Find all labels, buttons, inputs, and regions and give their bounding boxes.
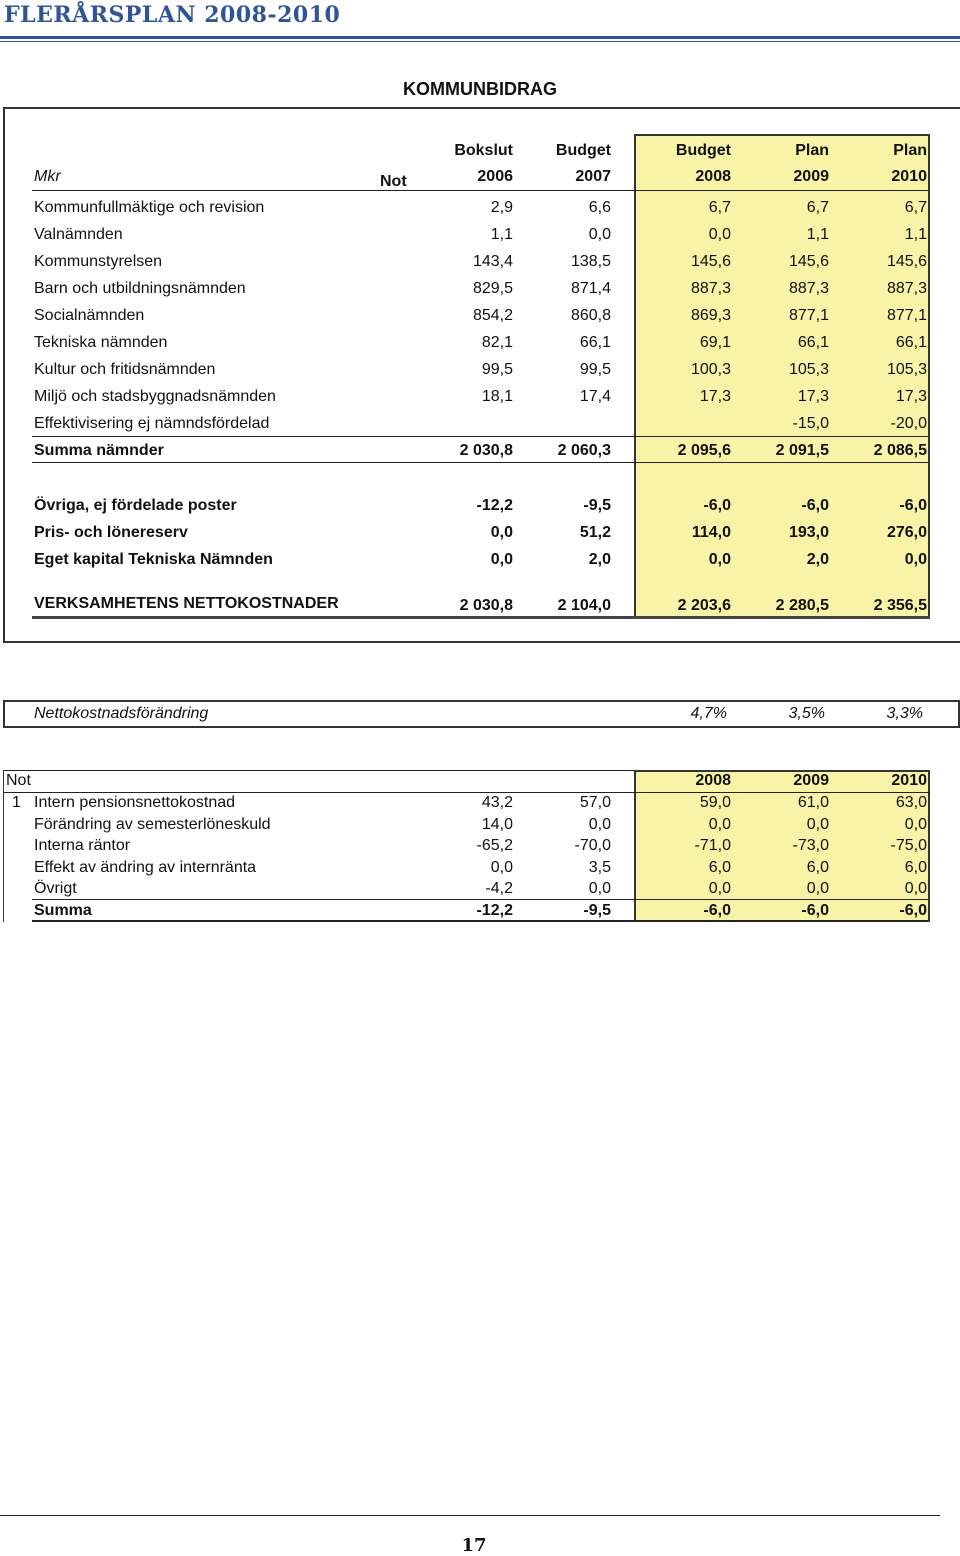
change-value: 4,7% xyxy=(690,705,727,722)
table-cell-value: 877,1 xyxy=(886,307,927,324)
table2-cell-value: 43,2 xyxy=(481,794,513,811)
table2-cell-value: 59,0 xyxy=(699,794,731,811)
table2-cell-value: 0,0 xyxy=(588,880,611,897)
column-header-year: 2006 xyxy=(477,168,513,185)
table-cell-value: 2,9 xyxy=(490,199,513,216)
table2-row-label: Summa xyxy=(34,902,92,919)
table-cell-value: 66,1 xyxy=(579,334,611,351)
table-cell-value: -6,0 xyxy=(801,497,829,514)
table-cell-value: -6,0 xyxy=(703,497,731,514)
table2-cell-value: 0,0 xyxy=(806,880,829,897)
table2-year-header: 2009 xyxy=(793,772,829,789)
column-header-year: 2008 xyxy=(695,168,731,185)
table2-cell-value: 0,0 xyxy=(708,880,731,897)
table2-cell-value: 3,5 xyxy=(588,859,611,876)
table-cell-value: 51,2 xyxy=(579,524,611,541)
table-cell-value: 17,3 xyxy=(699,388,731,405)
table-cell-value: 0,0 xyxy=(708,551,731,568)
table-cell-value: 66,1 xyxy=(895,334,927,351)
table-cell-value: 143,4 xyxy=(472,253,513,270)
table2-cell-value: -4,2 xyxy=(485,880,513,897)
table-cell-value: 877,1 xyxy=(788,307,829,324)
table2-cell-value: 61,0 xyxy=(797,794,829,811)
table-cell-value: 17,4 xyxy=(579,388,611,405)
table-cell-value: 1,1 xyxy=(904,226,927,243)
section-title: KOMMUNBIDRAG xyxy=(403,79,557,99)
table-row-label: Kultur och fritidsnämnden xyxy=(34,361,216,378)
table-cell-value: 2 060,3 xyxy=(557,442,611,459)
table-cell-value: -12,2 xyxy=(476,497,513,514)
header-rule-line xyxy=(32,190,928,191)
table2-year-header: 2008 xyxy=(695,772,731,789)
table-cell-value: 2 086,5 xyxy=(873,442,927,459)
table-cell-value: 100,3 xyxy=(690,361,731,378)
table-cell-value: 138,5 xyxy=(570,253,611,270)
table2-row-label: Interna räntor xyxy=(34,837,131,854)
table2-cell-value: 0,0 xyxy=(904,816,927,833)
page-number: 17 xyxy=(461,1535,487,1556)
column-header-type: Plan xyxy=(795,142,829,159)
total-cell-value: 2 356,5 xyxy=(873,597,927,614)
table-row-label: Barn och utbildningsnämnden xyxy=(34,280,246,297)
document-header-title: FLERÅRSPLAN 2008-2010 xyxy=(4,2,341,28)
table-row-label: Övriga, ej fördelade poster xyxy=(34,497,237,514)
table2-cell-value: 0,0 xyxy=(708,816,731,833)
table-cell-value: 105,3 xyxy=(788,361,829,378)
table2-bottom-rule xyxy=(32,920,928,922)
table-cell-value: 6,7 xyxy=(904,199,927,216)
column-header-type: Budget xyxy=(555,142,611,159)
table2-row-label: Övrigt xyxy=(34,880,77,897)
table-cell-value: 854,2 xyxy=(472,307,513,324)
table-row-label: Pris- och lönereserv xyxy=(34,524,188,541)
table-row-label: Miljö och stadsbyggnadsnämnden xyxy=(34,388,276,405)
table-cell-value: 871,4 xyxy=(570,280,611,297)
table2-cell-value: 6,0 xyxy=(904,859,927,876)
table-cell-value: 829,5 xyxy=(472,280,513,297)
table2-cell-value: -6,0 xyxy=(703,902,731,919)
table2-cell-value: -6,0 xyxy=(899,902,927,919)
table2-year-header: 2010 xyxy=(891,772,927,789)
table-cell-value: -15,0 xyxy=(792,415,829,432)
table-cell-value: -20,0 xyxy=(890,415,927,432)
table-row-label: Effektivisering ej nämndsfördelad xyxy=(34,415,270,432)
table-cell-value: 887,3 xyxy=(788,280,829,297)
table2-cell-value: -71,0 xyxy=(694,837,731,854)
table-cell-value: 193,0 xyxy=(788,524,829,541)
table2-cell-value: -75,0 xyxy=(890,837,927,854)
table-cell-value: 0,0 xyxy=(588,226,611,243)
table-cell-value: 887,3 xyxy=(886,280,927,297)
footer-rule xyxy=(0,1515,940,1516)
table2-cell-value: 57,0 xyxy=(579,794,611,811)
table-cell-value: 99,5 xyxy=(481,361,513,378)
table-cell-value: 145,6 xyxy=(788,253,829,270)
header-rule-thin xyxy=(0,41,960,42)
change-row-label: Nettokostnadsförändring xyxy=(34,705,209,722)
table-cell-value: 2,0 xyxy=(588,551,611,568)
table2-cell-value: -9,5 xyxy=(583,902,611,919)
table-row-label: Socialnämnden xyxy=(34,307,145,324)
table2-summa-rule xyxy=(32,899,928,900)
table2-cell-value: -65,2 xyxy=(476,837,513,854)
table-cell-value: 145,6 xyxy=(886,253,927,270)
summa-top-rule xyxy=(32,436,928,437)
table-cell-value: -6,0 xyxy=(899,497,927,514)
table2-cell-value: 14,0 xyxy=(481,816,513,833)
table-cell-value: 17,3 xyxy=(797,388,829,405)
table-cell-value: 860,8 xyxy=(570,307,611,324)
table-cell-value: 1,1 xyxy=(806,226,829,243)
table2-top-rule xyxy=(3,770,634,771)
table-cell-value: 2 091,5 xyxy=(775,442,829,459)
summa-bottom-rule xyxy=(32,462,928,463)
table-row-label: Eget kapital Tekniska Nämnden xyxy=(34,551,273,568)
change-value: 3,3% xyxy=(886,705,923,722)
table2-cell-value: 0,0 xyxy=(490,859,513,876)
table2-cell-value: 63,0 xyxy=(895,794,927,811)
table2-cell-value: -73,0 xyxy=(792,837,829,854)
table-cell-value: 66,1 xyxy=(797,334,829,351)
column-header-type: Bokslut xyxy=(454,142,513,159)
table-cell-value: 2 030,8 xyxy=(459,442,513,459)
table2-row-label: Förändring av semesterlöneskuld xyxy=(34,816,271,833)
table-row-label: Tekniska nämnden xyxy=(34,334,168,351)
table-row-label: Summa nämnder xyxy=(34,442,164,459)
total-cell-value: 2 030,8 xyxy=(459,597,513,614)
table-cell-value: 114,0 xyxy=(691,524,731,541)
table-cell-value: 105,3 xyxy=(886,361,927,378)
not-column-header: Not xyxy=(380,173,407,190)
table2-not-header: Not xyxy=(6,772,31,789)
table-cell-value: 276,0 xyxy=(886,524,927,541)
table-cell-value: 0,0 xyxy=(490,551,513,568)
table-cell-value: 82,1 xyxy=(481,334,513,351)
table2-row-label: Intern pensionsnettokostnad xyxy=(34,794,236,811)
column-header-year: 2007 xyxy=(575,168,611,185)
table-cell-value: 869,3 xyxy=(690,307,731,324)
table-cell-value: 2 095,6 xyxy=(677,442,731,459)
table-cell-value: 6,7 xyxy=(806,199,829,216)
table-cell-value: 1,1 xyxy=(490,226,513,243)
table-cell-value: 0,0 xyxy=(490,524,513,541)
table2-cell-value: 0,0 xyxy=(588,816,611,833)
column-header-year: 2010 xyxy=(891,168,927,185)
table-cell-value: 2,0 xyxy=(806,551,829,568)
table2-row-label: Effekt av ändring av internränta xyxy=(34,859,257,876)
total-cell-value: 2 280,5 xyxy=(775,597,829,614)
table-cell-value: -9,5 xyxy=(583,497,611,514)
table2-cell-value: -12,2 xyxy=(476,902,513,919)
table-cell-value: 69,1 xyxy=(699,334,731,351)
column-header-type: Plan xyxy=(893,142,927,159)
unit-label: Mkr xyxy=(34,168,61,185)
table2-cell-value: 6,0 xyxy=(708,859,731,876)
column-header-type: Budget xyxy=(675,142,731,159)
table-cell-value: 18,1 xyxy=(481,388,513,405)
total-underline xyxy=(32,616,930,619)
table-row-label: Kommunstyrelsen xyxy=(34,253,163,270)
change-value: 3,5% xyxy=(788,705,825,722)
table2-cell-value: -6,0 xyxy=(801,902,829,919)
table-row-label: Kommunfullmäktige och revision xyxy=(34,199,265,216)
table-cell-value: 17,3 xyxy=(895,388,927,405)
header-rule xyxy=(0,36,960,39)
table2-cell-value: 6,0 xyxy=(806,859,829,876)
total-row-label: VERKSAMHETENS NETTOKOSTNADER xyxy=(34,595,339,612)
table-cell-value: 0,0 xyxy=(708,226,731,243)
note-number: 1 xyxy=(12,794,21,811)
table-cell-value: 887,3 xyxy=(690,280,731,297)
table-cell-value: 0,0 xyxy=(904,551,927,568)
table-cell-value: 6,7 xyxy=(708,199,731,216)
table2-cell-value: -70,0 xyxy=(574,837,611,854)
table-cell-value: 145,6 xyxy=(690,253,731,270)
total-cell-value: 2 104,0 xyxy=(557,597,611,614)
table-cell-value: 6,6 xyxy=(588,199,611,216)
total-cell-value: 2 203,6 xyxy=(677,597,731,614)
table-row-label: Valnämnden xyxy=(34,226,123,243)
table2-cell-value: 0,0 xyxy=(904,880,927,897)
table2-cell-value: 0,0 xyxy=(806,816,829,833)
table-cell-value: 99,5 xyxy=(579,361,611,378)
column-header-year: 2009 xyxy=(793,168,829,185)
